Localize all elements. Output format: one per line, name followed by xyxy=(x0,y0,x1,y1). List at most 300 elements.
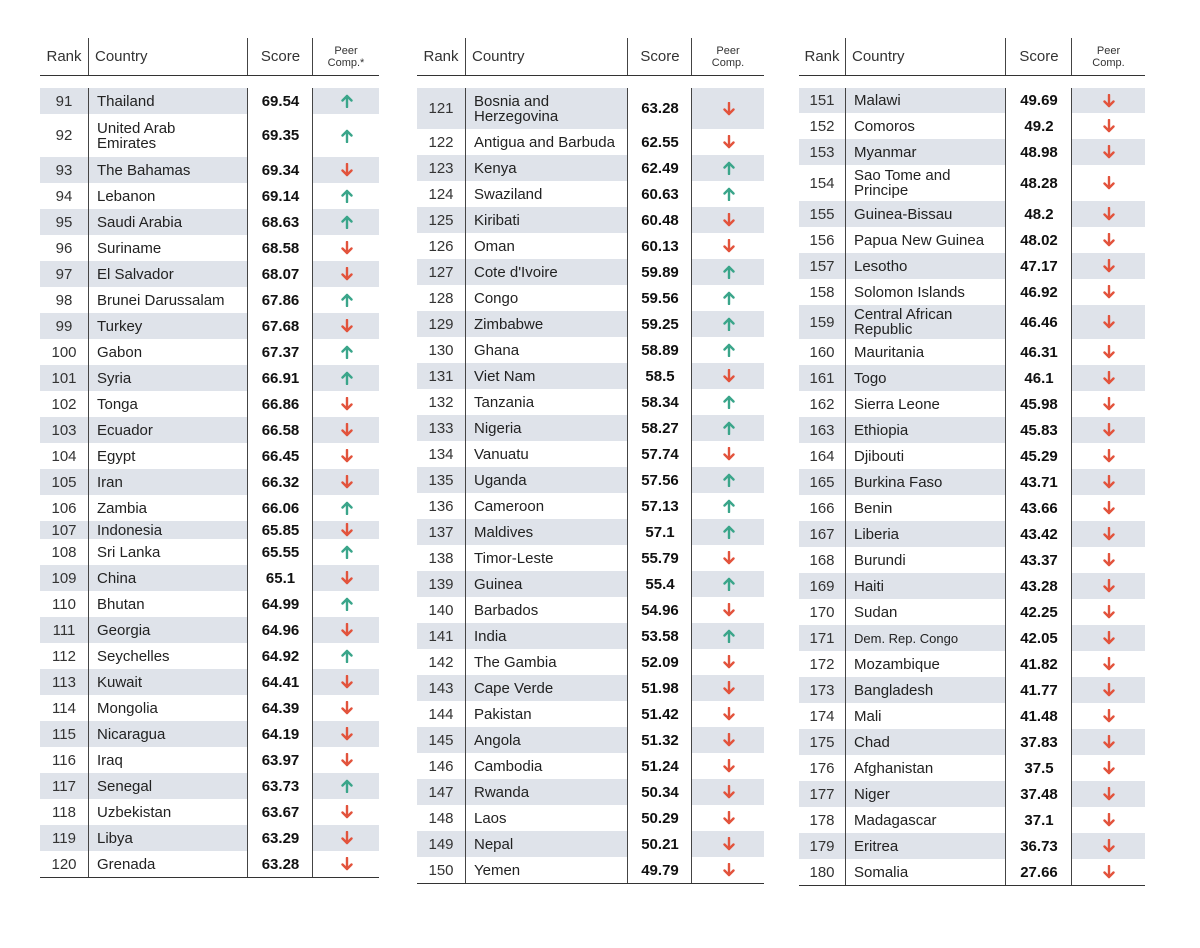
peer-comparison-cell xyxy=(691,545,765,571)
score-cell: 37.5 xyxy=(1005,755,1072,781)
peer-comparison-cell xyxy=(1071,755,1146,781)
arrow-down-icon xyxy=(341,449,353,463)
country-name: Dem. Rep. Congo xyxy=(854,630,959,646)
country-name: Tanzania xyxy=(474,393,535,411)
table-row xyxy=(799,113,1145,139)
peer-comparison-cell xyxy=(312,721,380,747)
peer-header-line: Peer xyxy=(334,45,358,57)
country-cell xyxy=(845,88,1005,113)
country-cell xyxy=(88,287,247,313)
table-row xyxy=(40,235,379,261)
table-row xyxy=(417,753,764,779)
score-cell: 63.67 xyxy=(247,799,313,825)
arrow-up-icon xyxy=(723,577,735,591)
country-cell xyxy=(88,643,247,669)
score-cell: 50.34 xyxy=(627,779,692,805)
score-cell: 57.1 xyxy=(627,519,692,545)
score-cell: 58.5 xyxy=(627,363,692,389)
ranking-table-left xyxy=(40,38,379,878)
country-name: Kiribati xyxy=(474,211,520,229)
peer-header-line: Comp. xyxy=(711,57,745,69)
rank-cell: 127 xyxy=(428,263,454,281)
country-cell xyxy=(845,113,1005,139)
country-name: Haiti xyxy=(854,577,885,595)
country-name: Sierra Leone xyxy=(854,395,940,413)
score-cell: 69.54 xyxy=(247,88,313,114)
country-name: Egypt xyxy=(97,447,136,465)
rank-cell: 141 xyxy=(428,627,454,645)
peer-comparison-cell xyxy=(691,467,765,493)
arrow-down-icon xyxy=(1103,233,1115,247)
score-cell: 49.69 xyxy=(1005,88,1072,113)
table-row xyxy=(40,443,379,469)
country-cell xyxy=(845,443,1005,469)
country-name: Laos xyxy=(474,809,507,827)
peer-comparison-cell xyxy=(691,675,765,701)
arrow-down-icon xyxy=(723,759,735,773)
peer-comparison-cell xyxy=(312,539,380,565)
arrow-up-icon xyxy=(341,649,353,663)
country-cell xyxy=(88,157,247,183)
peer-comparison-cell xyxy=(312,799,380,825)
country-cell xyxy=(465,649,627,675)
rank-cell: 171 xyxy=(809,629,835,647)
table-row xyxy=(417,363,764,389)
arrow-down-icon xyxy=(1103,259,1115,273)
arrow-down-icon xyxy=(723,135,735,149)
table-row xyxy=(417,207,764,233)
table-row xyxy=(799,365,1145,391)
table-row xyxy=(40,287,379,313)
table-row xyxy=(40,851,379,878)
peer-comparison-cell xyxy=(1071,469,1146,495)
country-cell xyxy=(88,443,247,469)
peer-comparison-cell xyxy=(312,773,380,799)
score-cell: 55.4 xyxy=(627,571,692,597)
country-cell xyxy=(465,597,627,623)
score-cell: 64.39 xyxy=(247,695,313,721)
score-cell: 52.09 xyxy=(627,649,692,675)
country-name: India xyxy=(474,627,507,645)
country-name: Syria xyxy=(97,369,132,387)
table-row xyxy=(417,831,764,857)
peer-comparison-cell xyxy=(691,727,765,753)
rank-cell: 168 xyxy=(809,551,835,569)
peer-comparison-cell xyxy=(691,155,765,181)
score-cell: 46.46 xyxy=(1005,305,1072,339)
peer-comparison-cell xyxy=(1071,651,1146,677)
country-name: Papua New Guinea xyxy=(854,231,985,249)
score-cell: 50.21 xyxy=(627,831,692,857)
country-cell xyxy=(845,365,1005,391)
country-cell xyxy=(465,545,627,571)
arrow-down-icon xyxy=(1103,176,1115,190)
arrow-down-icon xyxy=(1103,631,1115,645)
rank-cell: 121 xyxy=(428,100,454,117)
peer-comparison-cell xyxy=(1071,599,1146,625)
arrow-down-icon xyxy=(1103,683,1115,697)
score-header: Score xyxy=(627,38,692,75)
table-row xyxy=(799,781,1145,807)
country-name: Lesotho xyxy=(854,257,908,275)
score-cell: 43.66 xyxy=(1005,495,1072,521)
arrow-down-icon xyxy=(1103,709,1115,723)
arrow-down-icon xyxy=(341,571,353,585)
country-name: Sao Tome and Principe xyxy=(854,167,951,199)
score-cell: 36.73 xyxy=(1005,833,1072,859)
table-row xyxy=(417,649,764,675)
country-cell xyxy=(845,625,1005,651)
country-cell xyxy=(465,363,627,389)
arrow-down-icon xyxy=(1103,94,1115,108)
country-name: Georgia xyxy=(97,621,151,639)
country-cell xyxy=(465,727,627,753)
rank-header: Rank xyxy=(804,48,840,65)
rank-cell: 122 xyxy=(428,133,454,151)
rank-header: Rank xyxy=(423,48,459,65)
country-name: Somalia xyxy=(854,863,909,881)
peer-comparison-cell xyxy=(312,157,380,183)
rank-cell: 175 xyxy=(809,733,835,751)
table-row xyxy=(417,311,764,337)
score-cell: 69.35 xyxy=(247,114,313,157)
arrow-up-icon xyxy=(723,499,735,513)
score-cell: 48.02 xyxy=(1005,227,1072,253)
table-row xyxy=(799,703,1145,729)
score-cell: 57.74 xyxy=(627,441,692,467)
country-header: Country xyxy=(88,38,247,75)
arrow-up-icon xyxy=(723,291,735,305)
peer-comparison-cell xyxy=(312,495,380,521)
country-header: Country xyxy=(845,38,1005,75)
score-cell: 45.83 xyxy=(1005,417,1072,443)
score-cell: 58.27 xyxy=(627,415,692,441)
peer-comparison-cell xyxy=(312,591,380,617)
country-cell xyxy=(845,279,1005,305)
rank-cell: 104 xyxy=(51,447,77,465)
peer-comparison-cell xyxy=(312,695,380,721)
rank-cell: 143 xyxy=(428,679,454,697)
arrow-down-icon xyxy=(1103,119,1115,133)
arrow-down-icon xyxy=(1103,145,1115,159)
score-cell: 65.85 xyxy=(247,521,313,539)
country-cell xyxy=(465,519,627,545)
country-cell xyxy=(88,591,247,617)
rank-cell: 155 xyxy=(809,205,835,223)
country-name: Myanmar xyxy=(854,143,917,161)
score-cell: 63.73 xyxy=(247,773,313,799)
score-cell: 48.2 xyxy=(1005,201,1072,227)
arrow-down-icon xyxy=(341,267,353,281)
country-cell xyxy=(465,805,627,831)
peer-comparison-cell xyxy=(691,363,765,389)
country-name: Nicaragua xyxy=(97,725,166,743)
rank-header: Rank xyxy=(46,48,82,65)
country-cell xyxy=(465,467,627,493)
table-row xyxy=(417,623,764,649)
table-row xyxy=(40,669,379,695)
table-row xyxy=(40,339,379,365)
peer-comparison-cell xyxy=(691,415,765,441)
peer-comparison-cell xyxy=(1071,547,1146,573)
country-name: Nepal xyxy=(474,835,514,853)
country-name: Thailand xyxy=(97,92,155,110)
table-header xyxy=(417,38,764,76)
peer-comparison-cell xyxy=(691,779,765,805)
rank-cell: 91 xyxy=(55,92,73,110)
country-cell xyxy=(465,207,627,233)
rank-cell: 148 xyxy=(428,809,454,827)
rank-cell: 131 xyxy=(428,367,454,385)
rank-cell: 103 xyxy=(51,421,77,439)
table-row xyxy=(799,729,1145,755)
country-cell xyxy=(845,227,1005,253)
rank-cell: 116 xyxy=(52,751,76,769)
table-row xyxy=(799,859,1145,886)
country-name: Congo xyxy=(474,289,519,307)
score-cell: 69.34 xyxy=(247,157,313,183)
country-cell xyxy=(88,539,247,565)
table-row xyxy=(417,857,764,884)
score-cell: 51.24 xyxy=(627,753,692,779)
peer-comparison-cell xyxy=(312,365,380,391)
country-cell xyxy=(88,391,247,417)
country-cell xyxy=(465,441,627,467)
score-cell: 67.37 xyxy=(247,339,313,365)
arrow-down-icon xyxy=(723,603,735,617)
score-cell: 51.32 xyxy=(627,727,692,753)
score-cell: 68.58 xyxy=(247,235,313,261)
rank-cell: 133 xyxy=(428,419,454,437)
country-name: Vanuatu xyxy=(474,445,529,463)
country-cell xyxy=(465,259,627,285)
arrow-down-icon xyxy=(341,701,353,715)
table-row xyxy=(40,539,379,565)
country-name: Viet Nam xyxy=(474,367,536,385)
arrow-down-icon xyxy=(1103,371,1115,385)
country-name: Brunei Darussalam xyxy=(97,291,225,309)
arrow-up-icon xyxy=(341,779,353,793)
country-cell xyxy=(845,807,1005,833)
country-cell xyxy=(845,201,1005,227)
peer-comparison-cell xyxy=(691,389,765,415)
score-cell: 62.49 xyxy=(627,155,692,181)
table-row xyxy=(417,519,764,545)
country-name: Liberia xyxy=(854,525,900,543)
score-cell: 57.56 xyxy=(627,467,692,493)
arrow-down-icon xyxy=(341,319,353,333)
table-row xyxy=(417,545,764,571)
table-row xyxy=(799,139,1145,165)
country-cell xyxy=(88,799,247,825)
rank-cell: 124 xyxy=(428,185,454,203)
country-name: Ethiopia xyxy=(854,421,909,439)
country-cell xyxy=(465,285,627,311)
peer-comparison-cell xyxy=(691,337,765,363)
arrow-up-icon xyxy=(341,345,353,359)
peer-comparison-cell xyxy=(312,443,380,469)
table-body xyxy=(417,76,764,884)
table-row xyxy=(40,209,379,235)
country-cell xyxy=(845,703,1005,729)
rank-cell: 174 xyxy=(809,707,835,725)
rank-cell: 162 xyxy=(809,395,835,413)
country-name: Pakistan xyxy=(474,705,532,723)
score-cell: 66.58 xyxy=(247,417,313,443)
rank-cell: 115 xyxy=(52,725,76,743)
arrow-down-icon xyxy=(341,727,353,741)
arrow-down-icon xyxy=(1103,475,1115,489)
table-row xyxy=(40,365,379,391)
country-cell xyxy=(465,857,627,883)
rank-cell: 147 xyxy=(428,783,454,801)
table-row xyxy=(799,279,1145,305)
table-row xyxy=(40,617,379,643)
arrow-down-icon xyxy=(723,213,735,227)
peer-comparison-cell xyxy=(1071,807,1146,833)
score-cell: 66.06 xyxy=(247,495,313,521)
arrow-up-icon xyxy=(341,129,353,143)
table-row xyxy=(40,261,379,287)
table-row xyxy=(40,721,379,747)
table-row xyxy=(40,313,379,339)
arrow-down-icon xyxy=(723,733,735,747)
score-cell: 67.68 xyxy=(247,313,313,339)
rank-cell: 114 xyxy=(52,699,76,717)
country-name: Mongolia xyxy=(97,699,158,717)
country-name: Yemen xyxy=(474,861,521,879)
country-cell xyxy=(88,235,247,261)
country-cell xyxy=(465,493,627,519)
score-cell: 66.32 xyxy=(247,469,313,495)
arrow-down-icon xyxy=(1103,449,1115,463)
rank-cell: 166 xyxy=(809,499,835,517)
table-row xyxy=(799,227,1145,253)
country-name: Sri Lanka xyxy=(97,543,161,561)
country-cell xyxy=(88,747,247,773)
score-cell: 66.86 xyxy=(247,391,313,417)
arrow-down-icon xyxy=(1103,527,1115,541)
rank-cell: 125 xyxy=(428,211,454,229)
table-row xyxy=(417,467,764,493)
score-cell: 64.99 xyxy=(247,591,313,617)
arrow-down-icon xyxy=(1103,501,1115,515)
peer-comparison-cell xyxy=(691,129,765,155)
table-row xyxy=(40,183,379,209)
country-name: Libya xyxy=(97,829,133,847)
country-cell xyxy=(88,669,247,695)
country-name: Central African Republic xyxy=(854,306,953,338)
arrow-up-icon xyxy=(341,501,353,515)
arrow-down-icon xyxy=(1103,285,1115,299)
arrow-up-icon xyxy=(341,371,353,385)
country-cell xyxy=(88,825,247,851)
arrow-down-icon xyxy=(723,369,735,383)
rank-cell: 158 xyxy=(809,283,835,301)
rank-cell: 151 xyxy=(809,92,835,109)
country-name: Antigua and Barbuda xyxy=(474,133,615,151)
table-row xyxy=(417,779,764,805)
country-cell xyxy=(845,573,1005,599)
peer-comparison-cell xyxy=(312,287,380,313)
arrow-up-icon xyxy=(723,525,735,539)
score-cell: 46.1 xyxy=(1005,365,1072,391)
score-cell: 43.28 xyxy=(1005,573,1072,599)
country-cell xyxy=(465,129,627,155)
peer-comparison-cell xyxy=(691,753,765,779)
rank-cell: 111 xyxy=(52,621,76,639)
country-name: Djibouti xyxy=(854,447,905,465)
rank-cell: 132 xyxy=(428,393,454,411)
country-name: The Gambia xyxy=(474,653,557,671)
country-name: Zimbabwe xyxy=(474,315,544,333)
arrow-down-icon xyxy=(1103,735,1115,749)
country-name: El Salvador xyxy=(97,265,174,283)
arrow-up-icon xyxy=(723,161,735,175)
country-cell xyxy=(845,755,1005,781)
table-row xyxy=(799,165,1145,201)
arrow-down-icon xyxy=(341,241,353,255)
arrow-up-icon xyxy=(341,94,353,108)
country-cell xyxy=(465,233,627,259)
country-cell xyxy=(465,571,627,597)
arrow-up-icon xyxy=(723,317,735,331)
country-name: Comoros xyxy=(854,117,915,135)
country-name: Solomon Islands xyxy=(854,283,965,301)
score-cell: 37.48 xyxy=(1005,781,1072,807)
country-cell xyxy=(465,779,627,805)
score-cell: 63.28 xyxy=(247,851,313,877)
table-row xyxy=(799,755,1145,781)
peer-comparison-cell xyxy=(1071,703,1146,729)
peer-comparison-cell xyxy=(1071,339,1146,365)
arrow-down-icon xyxy=(341,163,353,177)
country-name: Bangladesh xyxy=(854,681,934,699)
country-name: Tonga xyxy=(97,395,138,413)
country-name: Afghanistan xyxy=(854,759,934,777)
table-row xyxy=(40,825,379,851)
rank-cell: 106 xyxy=(51,499,77,517)
country-name: Gabon xyxy=(97,343,143,361)
table-row xyxy=(417,337,764,363)
ranking-table-right xyxy=(799,38,1145,886)
country-cell xyxy=(845,651,1005,677)
table-row xyxy=(417,233,764,259)
arrow-down-icon xyxy=(1103,315,1115,329)
rank-cell: 109 xyxy=(51,569,77,587)
table-row xyxy=(417,181,764,207)
country-cell xyxy=(88,617,247,643)
peer-comparison-header xyxy=(1071,38,1145,75)
rank-cell: 110 xyxy=(52,595,76,613)
rank-cell: 145 xyxy=(428,731,454,749)
rank-cell: 123 xyxy=(428,159,454,177)
arrow-up-icon xyxy=(723,265,735,279)
score-cell: 55.79 xyxy=(627,545,692,571)
arrow-up-icon xyxy=(723,473,735,487)
country-name: Guinea-Bissau xyxy=(854,205,953,223)
rank-cell: 130 xyxy=(428,341,454,359)
country-cell xyxy=(465,753,627,779)
arrow-down-icon xyxy=(341,523,353,537)
country-cell xyxy=(465,88,627,129)
peer-header-line: Peer xyxy=(1096,45,1121,57)
arrow-up-icon xyxy=(341,189,353,203)
country-cell xyxy=(845,859,1005,885)
peer-comparison-cell xyxy=(691,493,765,519)
country-name: Nigeria xyxy=(474,419,522,437)
score-cell: 60.63 xyxy=(627,181,692,207)
